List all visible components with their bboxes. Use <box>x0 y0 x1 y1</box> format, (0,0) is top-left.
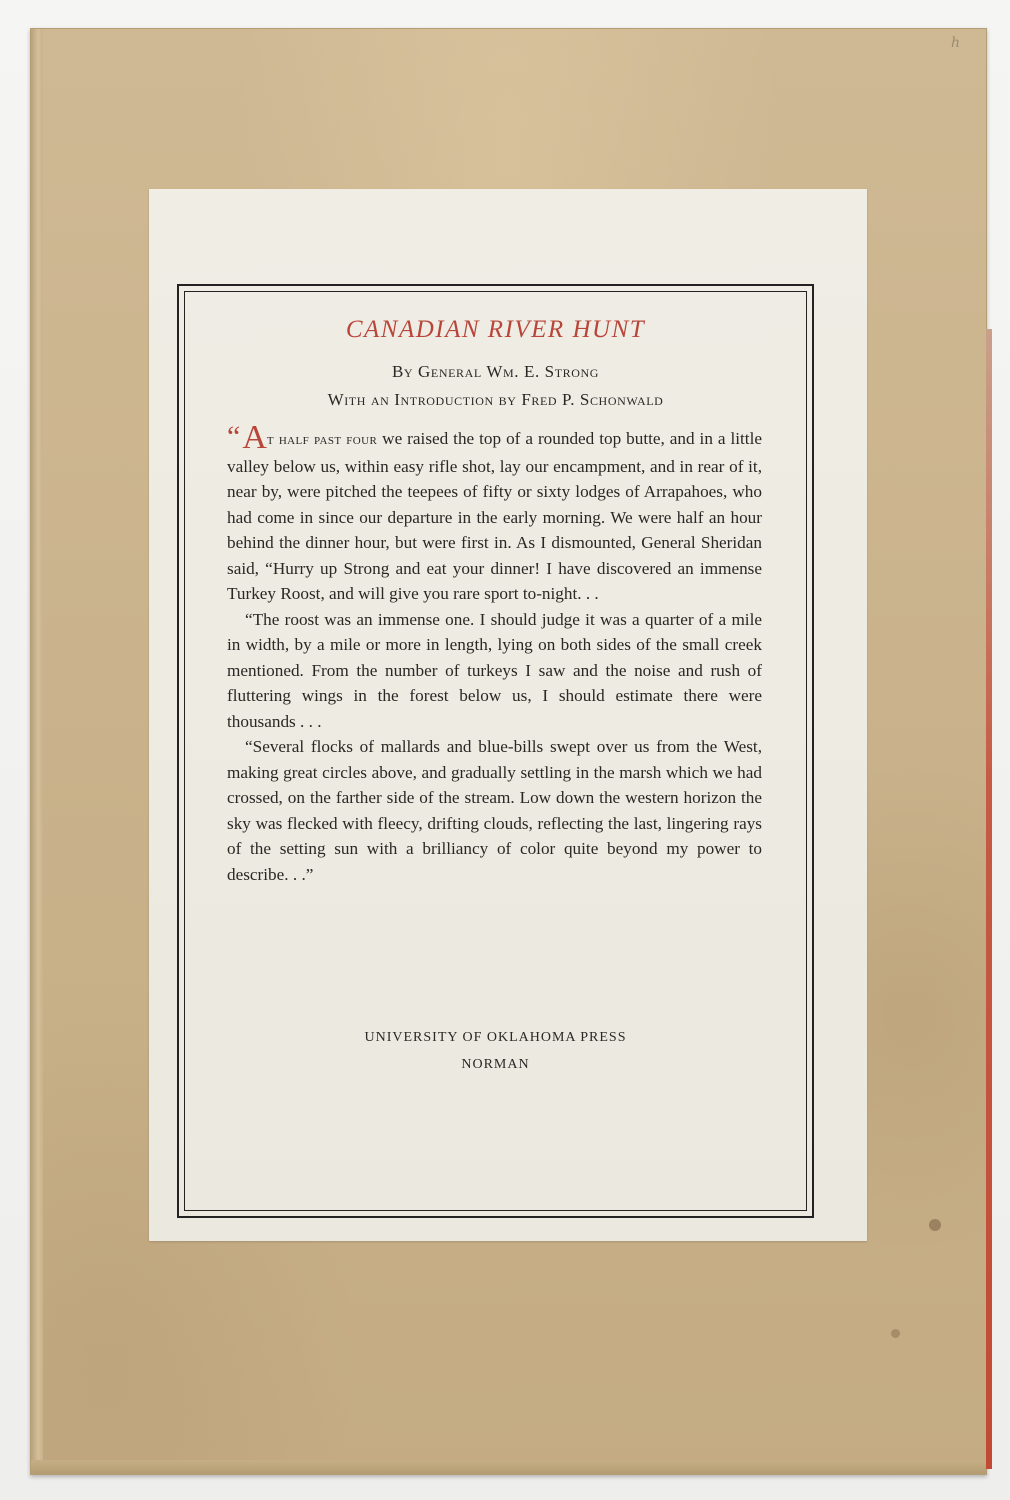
publisher-city: NORMAN <box>461 1057 530 1072</box>
stain-spot <box>891 1329 900 1338</box>
book-title: CANADIAN RIVER HUNT <box>345 316 646 343</box>
excerpt-paragraph <box>227 419 762 607</box>
opening-quote-mark: “ <box>227 420 241 453</box>
pencil-mark: h <box>951 35 961 51</box>
slipcase-bottom-edge <box>31 1460 986 1474</box>
drop-cap: A <box>242 419 267 456</box>
excerpt-paragraph: “The roost was an immense one. I should judge it was a quarter of a mile in width, by a mile or more in length, lying on both sides of the small creek mentioned. From the number of turkeys I saw and the noise and rush of fluttering wings in the forest below us, I should estimate there were thousands . . . <box>227 609 762 731</box>
introduction-line: With an Introduction by Fred P. Schonwald <box>327 390 664 409</box>
lead-in-small-caps: t half past four <box>266 432 378 448</box>
stain-spot <box>929 1219 941 1231</box>
slipcase-back <box>30 28 987 1475</box>
publisher-imprint <box>179 1024 812 1078</box>
publisher-name: UNIVERSITY OF OKLAHOMA PRESS <box>364 1030 627 1045</box>
slipcase-left-edge <box>31 29 43 1474</box>
slipcase-right-edge <box>986 329 992 1469</box>
excerpt-paragraph: “Several flocks of mallards and blue-bills swept over us from the West, making great circles above, and gradually settling in the marsh which we had crossed, on the farther side of the stream. Low down the western horizon the sky was flecked with fleecy, drifting clouds, reflecting the last, lingering rays of the setting sun with a brilliancy of color quite beyond my power to describe. . .” <box>227 737 762 884</box>
paragraph-text: we raised the top of a rounded top butte, and in a little valley below us, within easy rifle shot, lay our encampment, and in rear of it, near by, were pitched the teepees of fifty or sixty lodges of Arrapahoes, who had come in since our departure in the early morning. We were half an hour behind the dinner hour, but were first in. As I dismounted, General Sheridan said, “Hurry up Strong and eat your dinner! I have discovered an immense Turkey Roost, and will give you rare sport to-night. . . <box>227 429 762 603</box>
double-rule-border <box>177 284 814 1218</box>
paper-label <box>149 189 867 1241</box>
label-content <box>179 286 812 410</box>
author-line: By General Wm. E. Strong <box>391 362 600 381</box>
excerpt-quote <box>227 419 762 887</box>
